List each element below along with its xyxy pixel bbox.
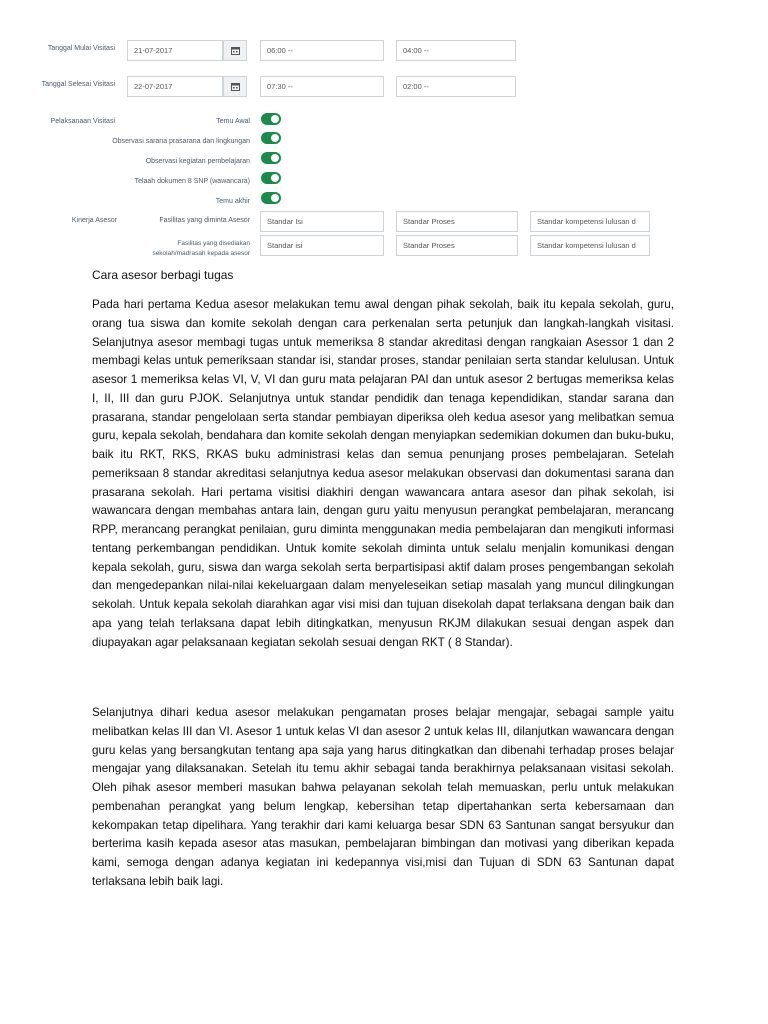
end-time-to-input[interactable]: 02:00 --	[396, 76, 516, 97]
toggle-observasi-kegiatan[interactable]	[261, 152, 281, 164]
paragraph-1: Pada hari pertama Kedua asesor melakukan temu awal dengan pihak sekolah, baik itu kepala sekolah, guru, orang tua siswa dan komite sekolah dengan cara perkenalan serta petunjuk dan langkah-langkah visitasi. Selanjutnya asesor membagi tugas untuk memeriksa 8 standar akreditasi dengan rangkaian Asessor 1 dan 2 membagi kelas untuk pemeriksaan standar isi, standar proses, standar penilaian serta standar kelulusan. Untuk asesor 1 memeriksa kelas VI, V, VI dan guru mata pelajaran PAI dan untuk asesor 2 bertugas memeriksa kelas I, II, III dan guru PJOK. Selanjutnya untuk standar pendidik dan tenaga kependidikan, standar sarana dan prasarana, standar pengelolaan serta standar pembiayan diperiksa oleh kedua asesor yang melibatkan semua guru, kepala sekolah, bendahara dan komite sekolah dengan menyiapkan sedemikian dokumen dan buku-buku, baik itu RKT, RKS, RKAS buku administrasi kelas dan semua penunjang proses pembelajaran. Setelah pemeriksaan 8 standar akreditasi selanjutnya kedua asesor melakukan observasi dan dokumentasi sarana dan prasarana sekolah. Hari pertama visitisi diakhiri dengan wawancara antara asesor dan pihak sekolah, isi wawancara dengan membahas antara lain, dengan guru yaitu menyusun perangkat pembelajaran, merancang RPP, merancang perangkat penilaian, guru diminta menggunakan media pembelajaran dan mengikuti informasi tentang perkembangan pendidikan. Untuk komite sekolah diminta untuk selalu menjalin komunikasi dengan kepala sekolah, guru, siswa dan warga sekolah serta berpartisipasi aktif dalam proses pengembangan sekolah dan mengedepankan nilai-nilai kekeluargaan dalam menyeleseikan setiap masalah yang muncul dilingkungan sekolah. Untuk kepala sekolah diarahkan agar visi misi dan tujuan disekolah dapat terlaksana dengan baik dan apa yang telah terlaksana dapat lebih ditingkatkan, menyusun RKJM dilakukan sesuai dengan aspek dan diupayakan agar pelaksanaan kegiatan sekolah sesuai dengan RKT ( 8 Standar).	[92, 298, 674, 649]
kinerja-label: Kinerja Asesor	[71, 217, 117, 224]
fasilitas-sekolah-label-2: sekolah/madrasah kepada asesor	[152, 250, 250, 257]
calendar-icon	[231, 82, 240, 91]
fasilitas-asesor-label: Fasilitas yang diminta Asesor	[159, 217, 250, 224]
toggle-observasi-sarana[interactable]	[261, 132, 281, 144]
fasilitas-sekolah-1[interactable]: Standar isi	[260, 235, 384, 256]
start-time-from-input[interactable]: 06:00 --	[260, 40, 384, 61]
end-date-label: Tanggal Selesai Visitasi	[41, 81, 115, 88]
start-date-calendar-button[interactable]	[223, 40, 247, 61]
calendar-icon	[231, 46, 240, 55]
toggle-label-temu-akhir: Temu akhir	[215, 198, 250, 205]
pelaksanaan-label: Pelaksanaan Visitasi	[50, 118, 115, 125]
fasilitas-asesor-3[interactable]: Standar kompetensi lulusan d	[530, 211, 650, 232]
end-date-calendar-button[interactable]	[223, 76, 247, 97]
fasilitas-asesor-2[interactable]: Standar Proses	[396, 211, 518, 232]
toggle-label-observasi-kegiatan: Observasi kegiatan pembelajaran	[145, 158, 250, 165]
embedded-form-screenshot	[0, 0, 768, 262]
section-heading: Cara asesor berbagi tugas	[92, 268, 234, 282]
fasilitas-sekolah-label-1: Fasilitas yang disediakan	[177, 240, 250, 247]
start-date-label: Tanggal Mulai Visitasi	[47, 45, 115, 52]
end-date-input[interactable]: 22-07-2017	[127, 76, 223, 97]
fasilitas-asesor-1[interactable]: Standar Isi	[260, 211, 384, 232]
start-time-to-input[interactable]: 04:00 --	[396, 40, 516, 61]
start-date-input[interactable]: 21-07-2017	[127, 40, 223, 61]
fasilitas-sekolah-2[interactable]: Standar Proses	[396, 235, 518, 256]
fasilitas-sekolah-3[interactable]: Standar kompetensi lulusan d	[530, 235, 650, 256]
toggle-label-temu-awal: Temu Awal	[216, 118, 250, 125]
toggle-temu-awal[interactable]	[261, 113, 281, 125]
paragraph-2: Selanjutnya dihari kedua asesor melakukan pengamatan proses belajar mengajar, sebagai sample yaitu melibatkan kelas III dan VI. Asesor 1 untuk kelas VI dan asesor 2 untuk kelas III, dilanjutkan wawancara dengan guru kelas yang bersangkutan tentang apa saja yang harus ditingkatkan dan dibenahi terhadap proses belajar mengajar yang dilaksanakan. Setelah itu temu akhir sebagai tanda berakhirnya pelaksanaan visitasi sekolah. Oleh pihak asesor memberi masukan bahwa pelayanan sekolah telah memuaskan, perlu untuk melakukan pembenahan perangkat yang belum lengkap, kebersihan tetap dipertahankan serta kebersamaan dan kekompakan tetap dipelihara. Yang terakhir dari kami keluarga besar SDN 63 Santunan sangat bersyukur dan berterima kasih kepada asesor atas masukan, pembelajaran bimbingan dan motivasi yang diberikan kepada kami, semoga dengan adanya kegiatan ini kedepannya visi,misi dan Tujuan di SDN 63 Santunan dapat terlaksana lebih baik lagi.	[92, 706, 674, 888]
toggle-label-telaah-dokumen: Telaah dokumen 8 SNP (wawancara)	[134, 178, 250, 185]
end-time-from-input[interactable]: 07:30 --	[260, 76, 384, 97]
toggle-label-observasi-sarana: Observasi sarana prasarana dan lingkungan	[112, 138, 250, 145]
toggle-telaah-dokumen[interactable]	[261, 172, 281, 184]
toggle-temu-akhir[interactable]	[261, 192, 281, 204]
